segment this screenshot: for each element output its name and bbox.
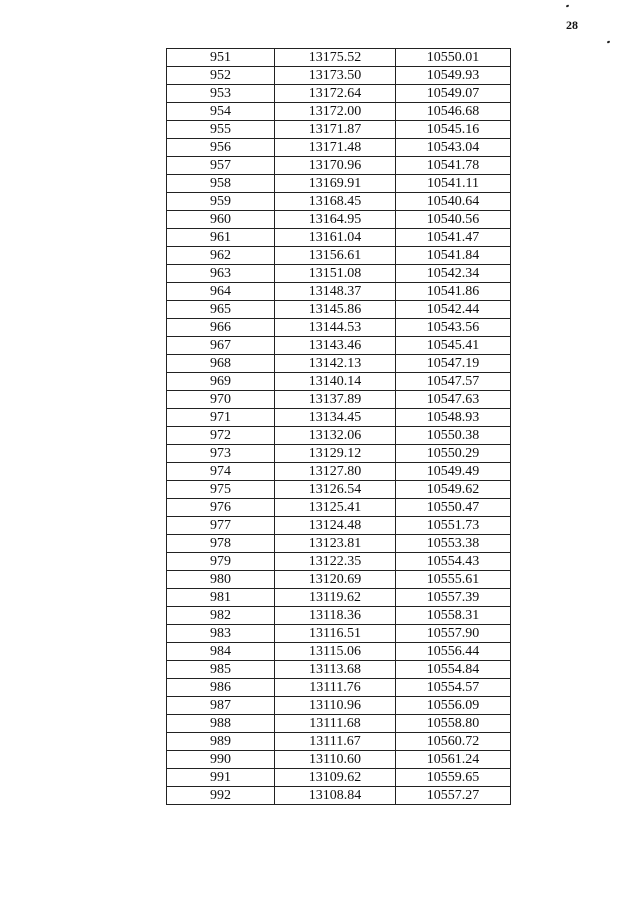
point-number-cell: 972 — [167, 427, 275, 445]
y-coordinate-cell: 10541.78 — [396, 157, 511, 175]
y-coordinate-cell: 10546.68 — [396, 103, 511, 121]
y-coordinate-cell: 10554.57 — [396, 679, 511, 697]
point-number-cell: 981 — [167, 589, 275, 607]
y-coordinate-cell: 10557.27 — [396, 787, 511, 805]
point-number-cell: 979 — [167, 553, 275, 571]
x-coordinate-cell: 13156.61 — [275, 247, 396, 265]
point-number-cell: 991 — [167, 769, 275, 787]
table-row — [167, 553, 511, 571]
y-coordinate-cell: 10549.07 — [396, 85, 511, 103]
point-number-cell: 967 — [167, 337, 275, 355]
y-coordinate-cell: 10558.31 — [396, 607, 511, 625]
coordinates-table — [166, 48, 511, 805]
table-row — [167, 265, 511, 283]
x-coordinate-cell: 13148.37 — [275, 283, 396, 301]
table-row — [167, 103, 511, 121]
point-number-cell: 953 — [167, 85, 275, 103]
point-number-cell: 978 — [167, 535, 275, 553]
table-row — [167, 301, 511, 319]
point-number-cell: 986 — [167, 679, 275, 697]
table-row — [167, 679, 511, 697]
y-coordinate-cell: 10554.43 — [396, 553, 511, 571]
x-coordinate-cell: 13109.62 — [275, 769, 396, 787]
x-coordinate-cell: 13126.54 — [275, 481, 396, 499]
x-coordinate-cell: 13123.81 — [275, 535, 396, 553]
point-number-cell: 987 — [167, 697, 275, 715]
y-coordinate-cell: 10541.86 — [396, 283, 511, 301]
x-coordinate-cell: 13120.69 — [275, 571, 396, 589]
y-coordinate-cell: 10556.09 — [396, 697, 511, 715]
x-coordinate-cell: 13164.95 — [275, 211, 396, 229]
y-coordinate-cell: 10557.90 — [396, 625, 511, 643]
scan-speck — [607, 40, 611, 43]
point-number-cell: 960 — [167, 211, 275, 229]
y-coordinate-cell: 10557.39 — [396, 589, 511, 607]
x-coordinate-cell: 13134.45 — [275, 409, 396, 427]
table-row — [167, 391, 511, 409]
point-number-cell: 990 — [167, 751, 275, 769]
x-coordinate-cell: 13124.48 — [275, 517, 396, 535]
table-row — [167, 85, 511, 103]
table-row — [167, 211, 511, 229]
table-row — [167, 607, 511, 625]
x-coordinate-cell: 13171.48 — [275, 139, 396, 157]
page-number: 28 — [566, 18, 578, 32]
x-coordinate-cell: 13127.80 — [275, 463, 396, 481]
point-number-cell: 985 — [167, 661, 275, 679]
table-row — [167, 427, 511, 445]
x-coordinate-cell: 13169.91 — [275, 175, 396, 193]
y-coordinate-cell: 10553.38 — [396, 535, 511, 553]
x-coordinate-cell: 13125.41 — [275, 499, 396, 517]
point-number-cell: 983 — [167, 625, 275, 643]
y-coordinate-cell: 10545.16 — [396, 121, 511, 139]
x-coordinate-cell: 13110.60 — [275, 751, 396, 769]
y-coordinate-cell: 10547.19 — [396, 355, 511, 373]
x-coordinate-cell: 13111.67 — [275, 733, 396, 751]
y-coordinate-cell: 10541.47 — [396, 229, 511, 247]
point-number-cell: 974 — [167, 463, 275, 481]
table-row — [167, 373, 511, 391]
point-number-cell: 952 — [167, 67, 275, 85]
table-row — [167, 643, 511, 661]
y-coordinate-cell: 10558.80 — [396, 715, 511, 733]
point-number-cell: 970 — [167, 391, 275, 409]
x-coordinate-cell: 13171.87 — [275, 121, 396, 139]
point-number-cell: 961 — [167, 229, 275, 247]
table-row — [167, 319, 511, 337]
point-number-cell: 969 — [167, 373, 275, 391]
table-row — [167, 355, 511, 373]
table-row — [167, 517, 511, 535]
x-coordinate-cell: 13161.04 — [275, 229, 396, 247]
point-number-cell: 992 — [167, 787, 275, 805]
point-number-cell: 957 — [167, 157, 275, 175]
table-row — [167, 499, 511, 517]
y-coordinate-cell: 10549.49 — [396, 463, 511, 481]
x-coordinate-cell: 13175.52 — [275, 49, 396, 67]
y-coordinate-cell: 10547.63 — [396, 391, 511, 409]
x-coordinate-cell: 13172.64 — [275, 85, 396, 103]
table-row — [167, 715, 511, 733]
y-coordinate-cell: 10542.44 — [396, 301, 511, 319]
point-number-cell: 973 — [167, 445, 275, 463]
point-number-cell: 976 — [167, 499, 275, 517]
point-number-cell: 965 — [167, 301, 275, 319]
table-row — [167, 481, 511, 499]
x-coordinate-cell: 13137.89 — [275, 391, 396, 409]
x-coordinate-cell: 13144.53 — [275, 319, 396, 337]
x-coordinate-cell: 13115.06 — [275, 643, 396, 661]
table-row — [167, 283, 511, 301]
point-number-cell: 958 — [167, 175, 275, 193]
table-row — [167, 139, 511, 157]
x-coordinate-cell: 13110.96 — [275, 697, 396, 715]
y-coordinate-cell: 10541.11 — [396, 175, 511, 193]
x-coordinate-cell: 13111.76 — [275, 679, 396, 697]
table-row — [167, 733, 511, 751]
table-row — [167, 697, 511, 715]
y-coordinate-cell: 10559.65 — [396, 769, 511, 787]
point-number-cell: 955 — [167, 121, 275, 139]
x-coordinate-cell: 13118.36 — [275, 607, 396, 625]
y-coordinate-cell: 10542.34 — [396, 265, 511, 283]
y-coordinate-cell: 10550.29 — [396, 445, 511, 463]
x-coordinate-cell: 13143.46 — [275, 337, 396, 355]
y-coordinate-cell: 10547.57 — [396, 373, 511, 391]
point-number-cell: 984 — [167, 643, 275, 661]
table-row — [167, 661, 511, 679]
point-number-cell: 959 — [167, 193, 275, 211]
point-number-cell: 975 — [167, 481, 275, 499]
x-coordinate-cell: 13140.14 — [275, 373, 396, 391]
y-coordinate-cell: 10543.56 — [396, 319, 511, 337]
y-coordinate-cell: 10545.41 — [396, 337, 511, 355]
x-coordinate-cell: 13168.45 — [275, 193, 396, 211]
point-number-cell: 971 — [167, 409, 275, 427]
x-coordinate-cell: 13119.62 — [275, 589, 396, 607]
table-row — [167, 787, 511, 805]
y-coordinate-cell: 10549.93 — [396, 67, 511, 85]
table-row — [167, 121, 511, 139]
y-coordinate-cell: 10540.64 — [396, 193, 511, 211]
table-row — [167, 535, 511, 553]
y-coordinate-cell: 10548.93 — [396, 409, 511, 427]
table-row — [167, 409, 511, 427]
y-coordinate-cell: 10551.73 — [396, 517, 511, 535]
point-number-cell: 988 — [167, 715, 275, 733]
x-coordinate-cell: 13122.35 — [275, 553, 396, 571]
x-coordinate-cell: 13116.51 — [275, 625, 396, 643]
x-coordinate-cell: 13172.00 — [275, 103, 396, 121]
y-coordinate-cell: 10540.56 — [396, 211, 511, 229]
table-row — [167, 751, 511, 769]
point-number-cell: 964 — [167, 283, 275, 301]
table-row — [167, 571, 511, 589]
table-row — [167, 589, 511, 607]
x-coordinate-cell: 13173.50 — [275, 67, 396, 85]
x-coordinate-cell: 13113.68 — [275, 661, 396, 679]
table-row — [167, 175, 511, 193]
point-number-cell: 951 — [167, 49, 275, 67]
table-row — [167, 337, 511, 355]
point-number-cell: 966 — [167, 319, 275, 337]
y-coordinate-cell: 10550.38 — [396, 427, 511, 445]
y-coordinate-cell: 10543.04 — [396, 139, 511, 157]
x-coordinate-cell: 13151.08 — [275, 265, 396, 283]
x-coordinate-cell: 13111.68 — [275, 715, 396, 733]
x-coordinate-cell: 13132.06 — [275, 427, 396, 445]
table-row — [167, 193, 511, 211]
table-row — [167, 463, 511, 481]
point-number-cell: 954 — [167, 103, 275, 121]
point-number-cell: 963 — [167, 265, 275, 283]
x-coordinate-cell: 13129.12 — [275, 445, 396, 463]
y-coordinate-cell: 10541.84 — [396, 247, 511, 265]
point-number-cell: 980 — [167, 571, 275, 589]
y-coordinate-cell: 10555.61 — [396, 571, 511, 589]
y-coordinate-cell: 10550.47 — [396, 499, 511, 517]
x-coordinate-cell: 13170.96 — [275, 157, 396, 175]
table-row — [167, 67, 511, 85]
table-row — [167, 445, 511, 463]
point-number-cell: 956 — [167, 139, 275, 157]
point-number-cell: 982 — [167, 607, 275, 625]
point-number-cell: 962 — [167, 247, 275, 265]
y-coordinate-cell: 10550.01 — [396, 49, 511, 67]
y-coordinate-cell: 10549.62 — [396, 481, 511, 499]
point-number-cell: 968 — [167, 355, 275, 373]
y-coordinate-cell: 10561.24 — [396, 751, 511, 769]
y-coordinate-cell: 10560.72 — [396, 733, 511, 751]
y-coordinate-cell: 10554.84 — [396, 661, 511, 679]
table-row — [167, 49, 511, 67]
point-number-cell: 977 — [167, 517, 275, 535]
x-coordinate-cell: 13142.13 — [275, 355, 396, 373]
point-number-cell: 989 — [167, 733, 275, 751]
table-row — [167, 769, 511, 787]
table-row — [167, 625, 511, 643]
x-coordinate-cell: 13108.84 — [275, 787, 396, 805]
table-row — [167, 229, 511, 247]
table-row — [167, 247, 511, 265]
x-coordinate-cell: 13145.86 — [275, 301, 396, 319]
y-coordinate-cell: 10556.44 — [396, 643, 511, 661]
coordinates-table-body — [167, 49, 511, 805]
scan-speck — [566, 5, 570, 8]
table-row — [167, 157, 511, 175]
